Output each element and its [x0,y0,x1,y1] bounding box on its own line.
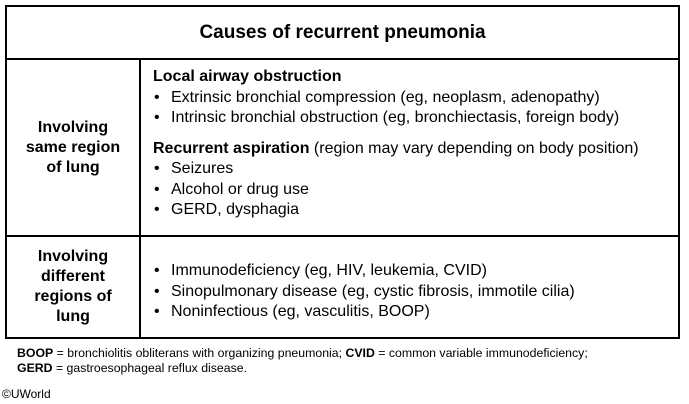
footnote-def: = bronchiolitis obliterans with organizing pneumonia; [53,346,346,360]
bullet-icon: • [154,303,160,320]
bullet-icon: • [154,88,160,106]
footnote-abbr: BOOP [17,346,54,360]
footnote [17,346,677,376]
bullet-list [153,88,670,129]
list-item-text: Extrinsic bronchial compression (eg, neoplasm, adenopathy) [171,88,600,106]
list-item-text: Alcohol or drug use [171,180,309,198]
group-heading-line [153,139,670,160]
bullet-icon: • [154,282,160,300]
bullet-list [153,261,670,323]
footnote-def: = gastroesophageal reflux disease. [52,361,248,375]
list-item-text: Intrinsic bronchial obstruction (eg, bronchiectasis, foreign body) [171,109,620,126]
footnote-def: = common variable immunodeficiency; [374,346,588,360]
list-item [153,302,670,323]
row-content-different-regions [153,261,670,323]
row-label-text: Involving same region of lung [25,118,121,176]
bullet-icon: • [154,262,160,279]
list-item [153,261,670,282]
list-item-text: Noninfectious (eg, vasculitis, BOOP) [171,303,430,320]
footnote-abbr: GERD [17,361,53,375]
row-content-same-region [153,67,670,221]
group-heading-line [153,67,670,88]
group-recurrent-aspiration [153,139,670,221]
list-item [153,88,670,109]
group-local-obstruction [153,67,670,129]
bullet-icon: • [154,160,160,177]
causes-table [5,5,680,339]
bullet-icon: • [154,201,160,218]
list-item [153,159,670,180]
row-label-text: Involving different regions of lung [34,248,112,325]
list-item-text: Immunodeficiency (eg, HIV, leukemia, CVID) [171,262,487,279]
table-title: Causes of recurrent pneumonia [199,21,486,43]
bullet-icon: • [154,109,160,126]
footnote-abbr: CVID [345,346,375,360]
list-item [153,282,670,303]
divider-column [139,60,141,337]
row-label-same-region [7,60,139,235]
row-label-different-regions [7,237,139,337]
list-item [153,200,670,221]
bullet-list [153,159,670,221]
bullet-icon: • [154,180,160,198]
list-item [153,108,670,129]
group-heading: Local airway obstruction [153,68,342,85]
list-item-text: Seizures [171,160,234,177]
list-item [153,180,670,201]
group-heading: Recurrent aspiration [153,139,310,157]
list-item-text: Sinopulmonary disease (eg, cystic fibrosis, immotile cilia) [171,282,575,300]
list-item-text: GERD, dysphagia [171,201,300,218]
copyright: ©UWorld [2,387,51,401]
group-heading-note: (region may vary depending on body position) [309,139,639,157]
